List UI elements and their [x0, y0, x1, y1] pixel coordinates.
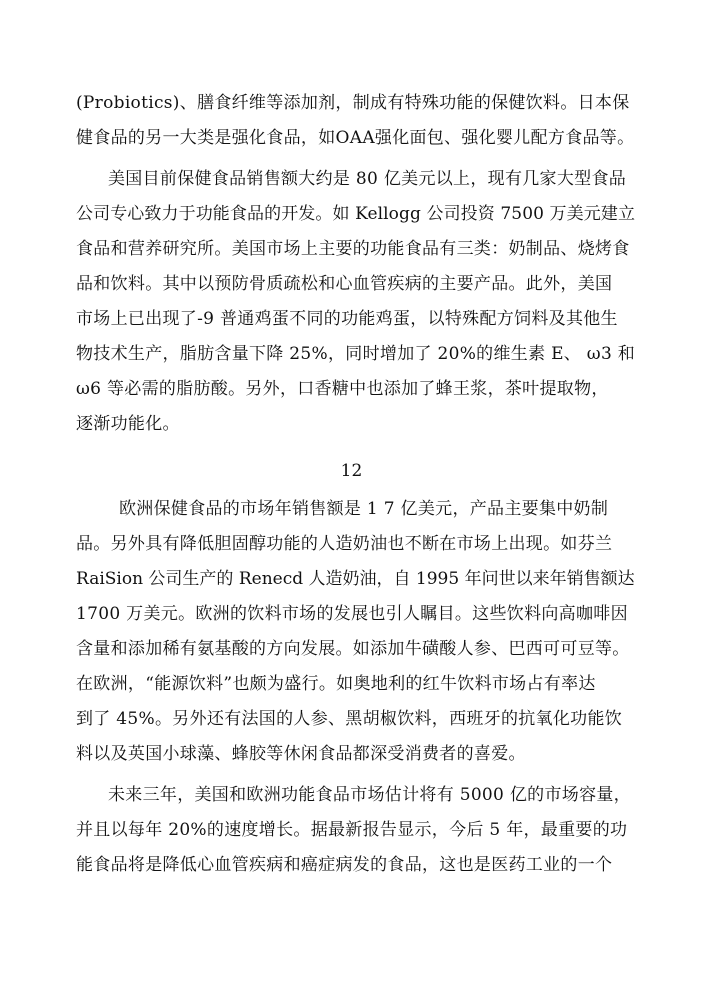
text-line: 物技术生产，脂肪含量下降 25%，同时增加了 20%的维生素 E、 ω3 和: [76, 344, 636, 364]
text-line: 公司专心致力于功能食品的开发。如 Kellogg 公司投资 7500 万美元建立: [76, 204, 636, 224]
text-line: 欧洲保健食品的市场年销售额是 1 7 亿美元，产品主要集中奶制: [119, 499, 609, 519]
text-line: (Probiotics)、膳食纤维等添加剂，制成有特殊功能的保健饮料。日本保: [76, 93, 630, 113]
text-line: ω6 等必需的脂肪酸。另外，口香糖中也添加了蜂王浆，茶叶提取物，: [76, 379, 609, 399]
page-number: 12: [340, 461, 363, 481]
text-line: 料以及英国小球藻、蜂胶等休闲食品都深受消费者的喜爱。: [76, 744, 526, 764]
text-line: 到了 45%。另外还有法国的人参、黑胡椒饮料，西班牙的抗氧化功能饮: [76, 709, 623, 729]
text-line: 含量和添加稀有氨基酸的方向发展。如添加牛磺酸人参、巴西可可豆等。: [76, 639, 630, 659]
text-line: 在欧洲，“能源饮料”也颇为盛行。如奥地利的红牛饮料市场占有率达: [76, 674, 596, 694]
text-line: 品和饮料。其中以预防骨质疏松和心血管疾病的主要产品。此外，美国: [76, 274, 613, 294]
text-line: 食品和营养研究所。美国市场上主要的功能食品有三类：奶制品、烧烤食: [76, 239, 630, 259]
text-line: 品。另外具有降低胆固醇功能的人造奶油也不断在市场上出现。如芬兰: [76, 534, 613, 554]
text-line: 能食品将是降低心血管疾病和癌症病发的食品，这也是医药工业的一个: [76, 855, 613, 875]
text-line: 未来三年，美国和欧洲功能食品市场估计将有 5000 亿的市场容量，: [108, 785, 631, 805]
text-line: 市场上已出现了-9 普通鸡蛋不同的功能鸡蛋，以特殊配方饲料及其他生: [76, 309, 618, 329]
text-line: RaiSion 公司生产的 Renecd 人造奶油，自 1995 年问世以来年销售额达: [76, 569, 635, 589]
text-line: 1700 万美元。欧洲的饮料市场的发展也引人瞩目。这些饮料向高咖啡因: [76, 604, 628, 624]
text-line: 逐渐功能化。: [76, 414, 180, 434]
text-line: 美国目前保健食品销售额大约是 80 亿美元以上，现有几家大型食品: [108, 169, 627, 189]
text-line: 并且以每年 20%的速度增长。据最新报告显示，今后 5 年，最重要的功: [76, 820, 628, 840]
text-line: 健食品的另一大类是强化食品，如OAA强化面包、强化婴儿配方食品等。: [76, 128, 635, 148]
